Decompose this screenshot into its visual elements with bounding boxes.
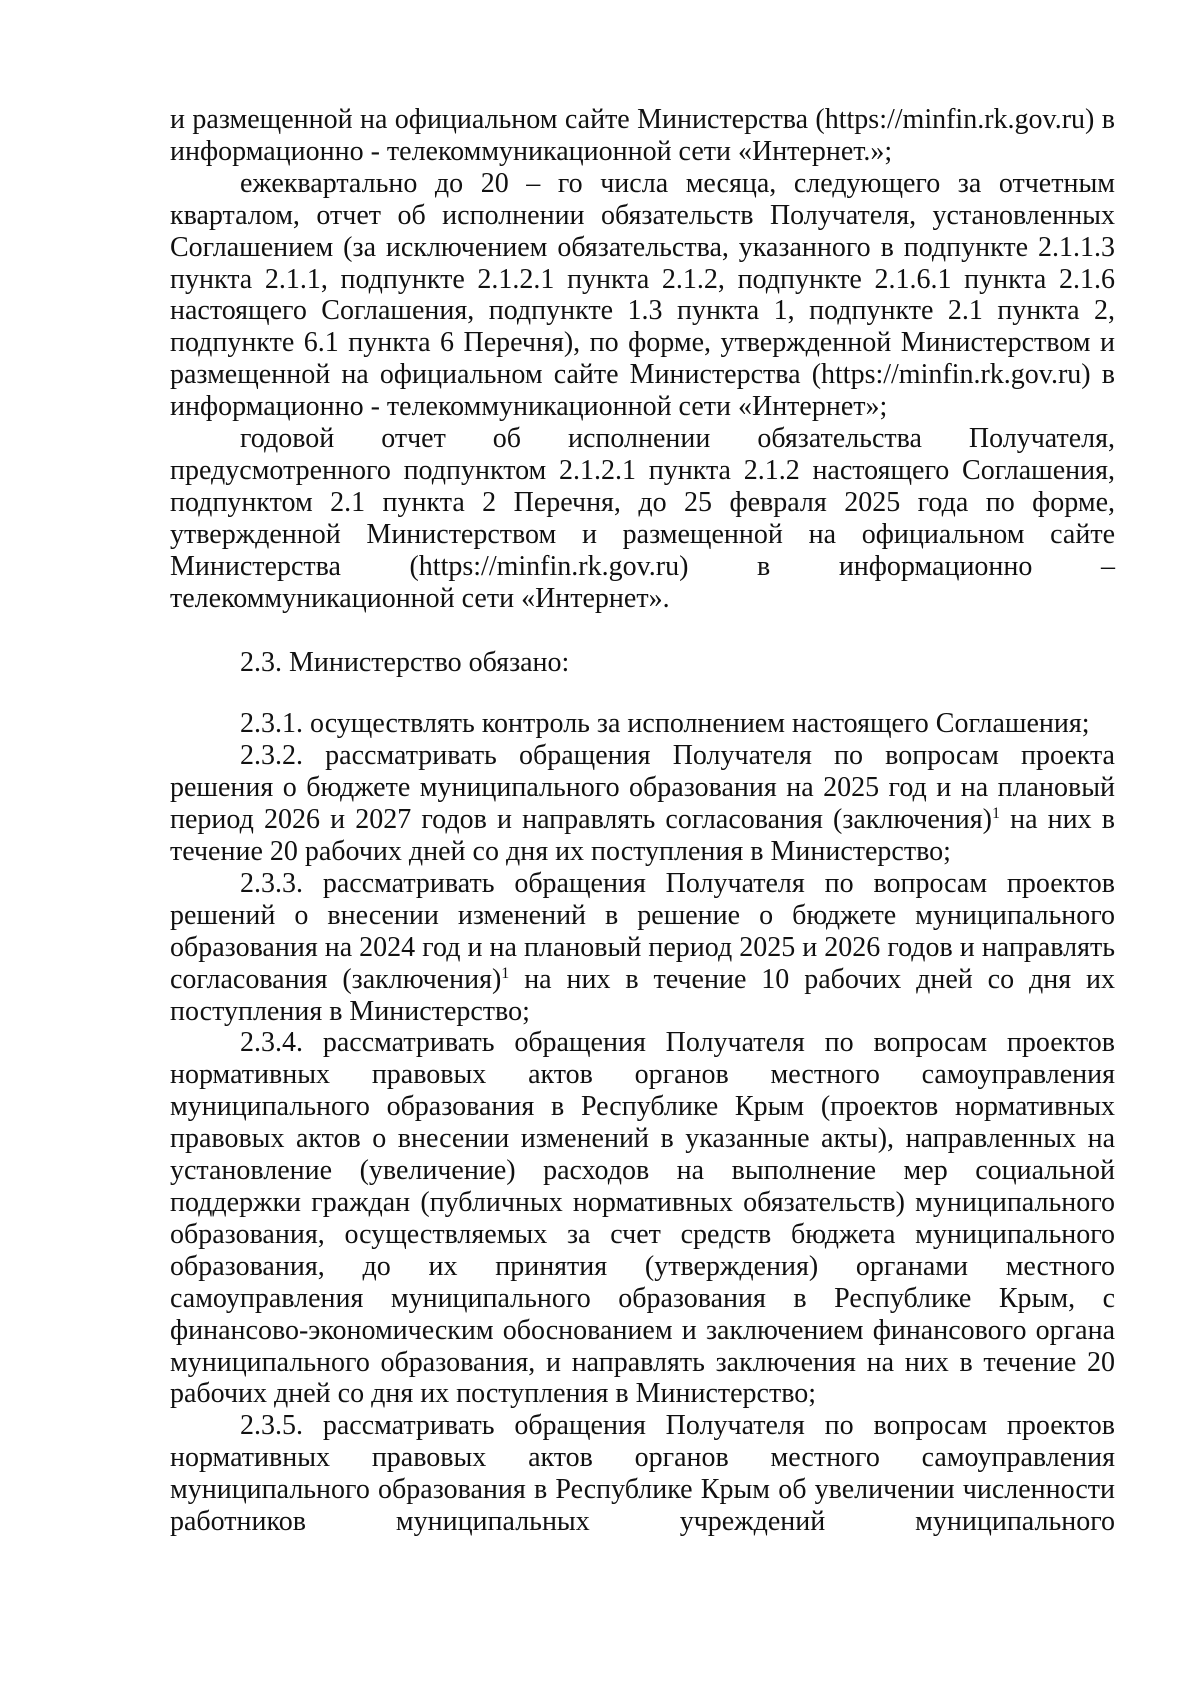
footnote-mark: 1 — [501, 964, 510, 982]
spacer — [170, 678, 1115, 708]
item-2-3-3-text: 2.3.3. рассматривать обращения Получателя по вопросам проектов решений о внесении изменений в решение о бюджете муниципального образования на 2024 год и на плановый период 2025 и 2026 годов и направлять согласования (заключения) — [170, 867, 1115, 995]
spacer — [170, 615, 1115, 647]
item-2-3-2 — [170, 740, 1115, 868]
item-2-3-2-text-end: на них в течение 20 рабочих дней со дня их поступления в Министерство; — [170, 804, 1115, 868]
item-2-3-4: 2.3.4. рассматривать обращения Получателя по вопросам проектов нормативных правовых актов органов местного самоуправления муниципального образования в Республике Крым (проектов нормативных правовых актов о внесении изменений в указанные акты), направленных на установление (увеличение) расходов на выполнение мер социальной поддержки граждан (публичных нормативных обязательств) муниципального образования, осуществляемых за счет средств бюджета муниципального образования, до их принятия (утверждения) органами местного самоуправления муниципального образования в Республике Крым, с финансово-экономическим обоснованием и заключением финансового органа муниципального образования, и направлять заключения на них в течение 20 рабочих дней со дня их поступления в Министерство; — [170, 1027, 1115, 1410]
paragraph-quarterly-report: ежеквартально до 20 – го числа месяца, следующего за отчетным кварталом, отчет об исполнении обязательств Получателя, установленных Соглашением (за исключением обязательства, указанного в подпункте 2.1.1.3 пункта 2.1.1, подпункте 2.1.2.1 пункта 2.1.2, подпункте 2.1.6.1 пункта 2.1.6 настоящего Соглашения, подпункте 1.3 пункта 1, подпункте 2.1 пункта 2, подпункте 6.1 пункта 6 Перечня), по форме, утвержденной Министерством и размещенной на официальном сайте Министерства (https://minfin.rk.gov.ru) в информационно - телекоммуникационной сети «Интернет»; — [170, 167, 1115, 423]
item-2-3-3 — [170, 868, 1115, 1028]
item-2-3-3-text-end: на них в течение 10 рабочих дней со дня их поступления в Министерство; — [170, 963, 1115, 1027]
footnote-mark: 1 — [991, 805, 1000, 823]
item-2-3-5: 2.3.5. рассматривать обращения Получателя по вопросам проектов нормативных правовых актов органов местного самоуправления муниципального образования в Республике Крым об увеличении численности работников муниципальных учреждений муниципального — [170, 1410, 1115, 1538]
paragraph-continuation: и размещенной на официальном сайте Министерства (https://minfin.rk.gov.ru) в информационно - телекоммуникационной сети «Интернет.»; — [170, 104, 1115, 167]
document-body — [170, 104, 1115, 1538]
section-heading-2-3: 2.3. Министерство обязано: — [240, 646, 570, 678]
item-2-3-1: 2.3.1. осуществлять контроль за исполнением настоящего Соглашения; — [240, 708, 1090, 740]
paragraph-annual-report: годовой отчет об исполнении обязательства Получателя, предусмотренного подпунктом 2.1.2.1 пункта 2.1.2 настоящего Соглашения, подпунктом 2.1 пункта 2 Перечня, до 25 февраля 2025 года по форме, утвержденной Министерством и размещенной на официальном сайте Министерства (https://minfin.rk.gov.ru) в информационно – телекоммуникационной сети «Интернет». — [170, 423, 1115, 614]
item-2-3-2-text: 2.3.2. рассматривать обращения Получателя по вопросам проекта решения о бюджете муниципального образования на 2025 год и на плановый период 2026 и 2027 годов и направлять согласования (заключения) — [170, 740, 1115, 836]
